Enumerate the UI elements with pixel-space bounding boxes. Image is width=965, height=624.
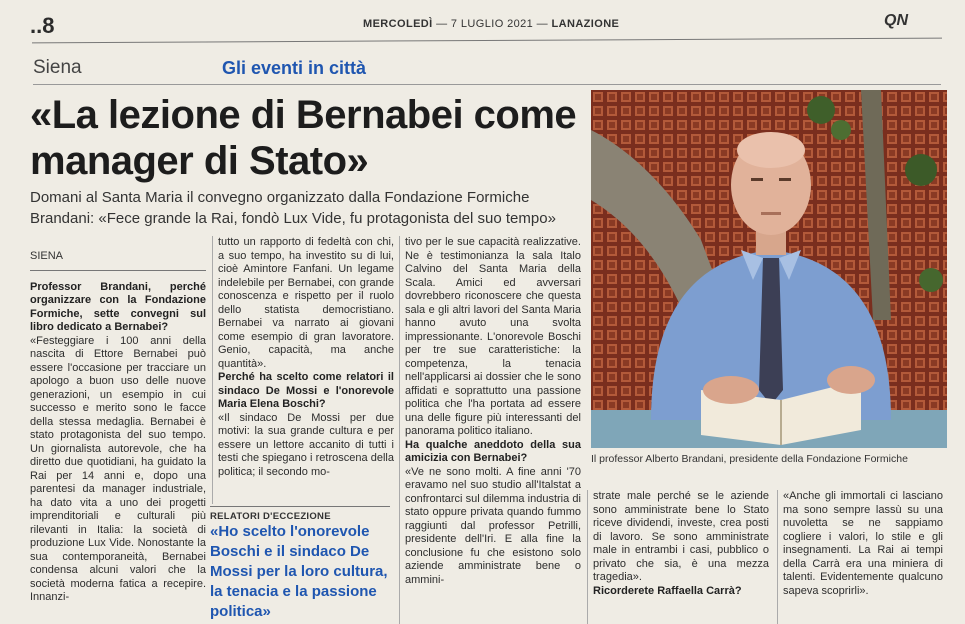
qn-logo: QN: [884, 12, 908, 29]
article-column-3: [405, 236, 581, 587]
interview-answer: tivo per le sue capacità realizzative. Ne è testimonianza la sala Italo Calvino del Santa Maria della Scala. Amici ed avversari dovrebbero riconoscere che questa sala e gli altri lavori del Santa Maria hanno avuto una svolta impressionante. L'onorevole Boschi per tre sue caratteristiche: la competenza, la tenacia nell'applicarsi ai dossier che le sono affidati e soprattutto una passione politica che l'ha portata ad essere una delle figure più interessanti del panorama politico italiano.: [405, 236, 581, 437]
article-subhead: Domani al Santa Maria il convegno organizzato dalla Fondazione Formiche Brandani: «Fece grande la Rai, fondò Lux Vide, fu protagonista del suo tempo»: [30, 189, 556, 227]
section-rule: [33, 84, 941, 85]
section-kicker: Gli eventi in città: [222, 58, 367, 78]
interview-question: Professor Brandani, perché organizzare con la Fondazione Formiche, sette convegni sul libro dedicato a Bernabei?: [30, 280, 206, 333]
column-divider: [212, 236, 213, 504]
article-column-5: [783, 490, 943, 598]
interview-answer: «Ve ne sono molti. A fine anni '70 eravamo nel suo studio all'Italstat a confrontarci sul dilemma industria di stato oppure privata quando fummo raggiunti dal professor Petrilli, presidente dell'Iri. E alla fine la conclusione fu che esistono solo aziende amministrate bene o ammini-: [405, 465, 581, 586]
article-column-2: [218, 236, 394, 479]
pullquote-label: RELATORI D'ECCEZIONE: [210, 506, 390, 522]
column-divider: [399, 236, 400, 624]
interview-question: Perché ha scelto come relatori il sindaco De Mossi e l'onorevole Maria Elena Boschi?: [218, 371, 394, 410]
interview-answer: «Anche gli immortali ci lasciano ma sono sempre lassù su una nuvoletta se ne sappiamo cogliere i valori, lo stile e gli insegnamenti. La Rai ai tempi della Carrà era una miniera di talenti. Evidentemente qualcuno sapeva scoprirli».: [783, 490, 943, 597]
dateline-rule: [30, 270, 206, 271]
column-divider: [587, 490, 588, 624]
masthead-day: MERCOLEDÌ: [363, 18, 433, 30]
masthead-date: — 7 LUGLIO 2021 —: [436, 18, 549, 30]
interview-question: Ha qualche aneddoto della sua amicizia con Bernabei?: [405, 438, 581, 464]
section-name: Siena: [33, 57, 82, 78]
header-rule: [32, 38, 942, 44]
column-divider: [777, 490, 778, 624]
masthead-paper: LANAZIONE: [551, 18, 620, 30]
portrait-photo: [591, 90, 947, 448]
portrait-illustration: [591, 90, 947, 448]
interview-answer: «Festeggiare i 100 anni della nascita di Ettore Bernabei può essere l'occasione per tracciare un apologo a buon uso delle nuove generazioni, un esempio in cui successo e merito sono le facce della stessa medaglia. Bernabei è stato protagonista del suo tempo. Un giornalista autorevole, che ha diretto due quotidiani, ha guidato la Rai per 14 anni e, dopo una parentesi da manager industriale, ha dato vita a uno dei progetti imprenditoriali e culturali più rilevanti in Italia: la società di produzione Lux Vide. Nonostante la sua contemporaneità, Bernabei condensa alcuni valori che la società moderna fatica a recepire. Innanzi-: [30, 334, 206, 603]
pullquote: «Ho scelto l'onorevole Boschi e il sindaco De Mossi per la loro cultura, la tenacia e la passione politica»: [210, 523, 388, 620]
interview-answer: tutto un rapporto di fedeltà con chi, a suo tempo, ha investito su di lui, cioè Amintore Fanfani. Un legame indelebile per Bernabei, con grande conoscenza e rispetto per il ruolo dello statista democristiano. Bernabei va narrato ai giovani come esempio di gran lavoratore. Genio, capacità, ma anche quantità».: [218, 236, 394, 370]
interview-answer: «Il sindaco De Mossi per due motivi: la sua grande cultura e per essere un lettore accanito di tutti i testi che spiegano i retroscena della politica; il secondo mo-: [218, 411, 394, 478]
interview-question: Ricorderete Raffaella Carrà?: [593, 584, 742, 597]
page-number: ..8: [30, 13, 55, 38]
interview-answer: strate male perché se le aziende sono amministrate bene lo Stato riceve dividendi, investe, crea posti di lavoro. Se sono amministrate male in entrambi i casi, pubblico o privato che sia, è una mezza tragedia».: [593, 490, 769, 583]
article-headline: «La lezione di Bernabei come manager di Stato»: [30, 93, 577, 183]
article-column-4: [593, 490, 769, 598]
dateline: SIENA: [30, 250, 64, 262]
masthead-line: [363, 18, 619, 30]
article-column-1: [30, 250, 206, 605]
photo-caption: Il professor Alberto Brandani, presidente della Fondazione Formiche: [591, 453, 908, 465]
